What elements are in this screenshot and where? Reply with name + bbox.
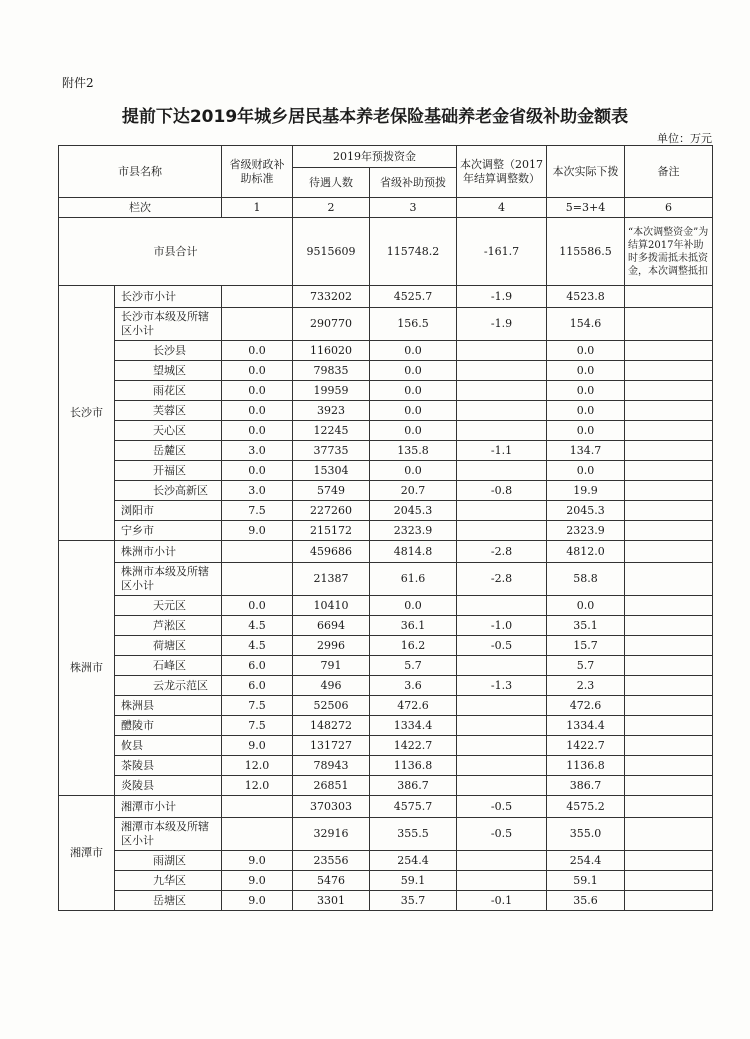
prealloc-cell: 156.5	[370, 308, 457, 341]
standard-cell	[222, 796, 293, 818]
region-name: 天元区	[115, 596, 222, 616]
table-row	[59, 676, 713, 696]
region-name: 炎陵县	[115, 776, 222, 796]
adjust-cell	[457, 756, 547, 776]
note-cell	[625, 716, 713, 736]
prealloc-cell: 472.6	[370, 696, 457, 716]
adjust-cell: -1.9	[457, 308, 547, 341]
actual-cell: 0.0	[547, 461, 625, 481]
actual-cell: 386.7	[547, 776, 625, 796]
table-row	[59, 776, 713, 796]
header-standard: 省级财政补助标准	[222, 146, 293, 198]
table-row	[59, 736, 713, 756]
region-name: 长沙高新区	[115, 481, 222, 501]
people-cell: 52506	[293, 696, 370, 716]
people-cell: 32916	[293, 818, 370, 851]
city-group-name: 长沙市	[59, 286, 115, 541]
standard-cell: 0.0	[222, 341, 293, 361]
prealloc-cell: 36.1	[370, 616, 457, 636]
region-name: 望城区	[115, 361, 222, 381]
column-index: 4	[457, 198, 547, 218]
actual-cell: 1136.8	[547, 756, 625, 776]
note-cell	[625, 563, 713, 596]
adjust-cell	[457, 716, 547, 736]
note-cell	[625, 381, 713, 401]
region-name: 长沙市小计	[115, 286, 222, 308]
note-cell	[625, 361, 713, 381]
region-name: 芦淞区	[115, 616, 222, 636]
header-adjust: 本次调整（2017年结算调整数）	[457, 146, 547, 198]
adjust-cell	[457, 341, 547, 361]
attachment-label: 附件2	[62, 76, 94, 90]
region-name: 云龙示范区	[115, 676, 222, 696]
people-cell: 131727	[293, 736, 370, 756]
note-cell	[625, 851, 713, 871]
actual-cell: 355.0	[547, 818, 625, 851]
region-name: 浏阳市	[115, 501, 222, 521]
region-name: 宁乡市	[115, 521, 222, 541]
region-name: 岳麓区	[115, 441, 222, 461]
standard-cell: 3.0	[222, 481, 293, 501]
region-name: 雨湖区	[115, 851, 222, 871]
table-row	[59, 716, 713, 736]
adjust-cell	[457, 421, 547, 441]
actual-cell: 58.8	[547, 563, 625, 596]
region-name: 天心区	[115, 421, 222, 441]
adjust-cell: -1.1	[457, 441, 547, 461]
region-name: 芙蓉区	[115, 401, 222, 421]
table-row	[59, 596, 713, 616]
prealloc-cell: 0.0	[370, 596, 457, 616]
region-name: 九华区	[115, 871, 222, 891]
column-index-label: 栏次	[59, 198, 222, 218]
actual-cell: 19.9	[547, 481, 625, 501]
region-name: 醴陵市	[115, 716, 222, 736]
table-row	[59, 851, 713, 871]
table-row	[59, 381, 713, 401]
prealloc-cell: 2323.9	[370, 521, 457, 541]
actual-cell: 5.7	[547, 656, 625, 676]
adjust-cell	[457, 381, 547, 401]
table-row	[59, 541, 713, 563]
standard-cell	[222, 308, 293, 341]
people-cell: 5749	[293, 481, 370, 501]
standard-cell: 0.0	[222, 381, 293, 401]
region-name: 湘潭市本级及所辖区小计	[115, 818, 222, 851]
standard-cell: 9.0	[222, 851, 293, 871]
actual-cell: 154.6	[547, 308, 625, 341]
adjust-cell: -0.5	[457, 818, 547, 851]
total-label: 市县合计	[59, 218, 293, 286]
prealloc-cell: 35.7	[370, 891, 457, 911]
region-name: 湘潭市小计	[115, 796, 222, 818]
prealloc-cell: 2045.3	[370, 501, 457, 521]
prealloc-cell: 4814.8	[370, 541, 457, 563]
column-index: 6	[625, 198, 713, 218]
note-cell	[625, 481, 713, 501]
note-cell	[625, 676, 713, 696]
people-cell: 78943	[293, 756, 370, 776]
adjust-cell: -0.8	[457, 481, 547, 501]
note-cell	[625, 616, 713, 636]
note-cell	[625, 796, 713, 818]
table-row	[59, 308, 713, 341]
adjust-cell: -2.8	[457, 563, 547, 596]
standard-cell: 12.0	[222, 756, 293, 776]
people-cell: 19959	[293, 381, 370, 401]
header-city-name: 市县名称	[59, 146, 222, 198]
actual-cell: 0.0	[547, 401, 625, 421]
prealloc-cell: 4575.7	[370, 796, 457, 818]
header-provincial: 省级补助预拨	[370, 168, 457, 198]
prealloc-cell: 0.0	[370, 461, 457, 481]
note-cell	[625, 656, 713, 676]
people-cell: 5476	[293, 871, 370, 891]
note-cell	[625, 501, 713, 521]
note-cell	[625, 636, 713, 656]
note-cell	[625, 818, 713, 851]
standard-cell	[222, 286, 293, 308]
note-cell	[625, 341, 713, 361]
adjust-cell: -1.9	[457, 286, 547, 308]
adjust-cell: -1.0	[457, 616, 547, 636]
actual-cell: 15.7	[547, 636, 625, 656]
people-cell: 10410	[293, 596, 370, 616]
total-note: “本次调整资金”为结算2017年补助时多拨需抵未抵资金，本次调整抵扣	[625, 218, 713, 286]
actual-cell: 4575.2	[547, 796, 625, 818]
adjust-cell: -0.5	[457, 796, 547, 818]
region-name: 长沙市本级及所辖区小计	[115, 308, 222, 341]
people-cell: 21387	[293, 563, 370, 596]
actual-cell: 2.3	[547, 676, 625, 696]
adjust-cell: -2.8	[457, 541, 547, 563]
people-cell: 37735	[293, 441, 370, 461]
standard-cell: 9.0	[222, 736, 293, 756]
people-cell: 23556	[293, 851, 370, 871]
prealloc-cell: 254.4	[370, 851, 457, 871]
people-cell: 6694	[293, 616, 370, 636]
prealloc-cell: 0.0	[370, 381, 457, 401]
table-row	[59, 341, 713, 361]
table-row	[59, 696, 713, 716]
column-index: 5=3+4	[547, 198, 625, 218]
standard-cell: 9.0	[222, 891, 293, 911]
prealloc-cell: 1334.4	[370, 716, 457, 736]
people-cell: 791	[293, 656, 370, 676]
document-title: 提前下达2019年城乡居民基本养老保险基础养老金省级补助金额表	[121, 107, 629, 127]
note-cell	[625, 441, 713, 461]
adjust-cell	[457, 596, 547, 616]
people-cell: 3923	[293, 401, 370, 421]
adjust-cell	[457, 851, 547, 871]
note-cell	[625, 541, 713, 563]
table-row	[59, 286, 713, 308]
actual-cell: 0.0	[547, 381, 625, 401]
standard-cell: 4.5	[222, 636, 293, 656]
header-prealloc: 2019年预拨资金	[293, 146, 457, 168]
standard-cell: 3.0	[222, 441, 293, 461]
actual-cell: 0.0	[547, 361, 625, 381]
region-name: 石峰区	[115, 656, 222, 676]
region-name: 株洲市本级及所辖区小计	[115, 563, 222, 596]
standard-cell: 0.0	[222, 361, 293, 381]
people-cell: 3301	[293, 891, 370, 911]
prealloc-cell: 0.0	[370, 421, 457, 441]
region-name: 开福区	[115, 461, 222, 481]
header-actual: 本次实际下拨	[547, 146, 625, 198]
actual-cell: 4523.8	[547, 286, 625, 308]
prealloc-cell: 0.0	[370, 361, 457, 381]
actual-cell: 472.6	[547, 696, 625, 716]
table-row	[59, 501, 713, 521]
actual-cell: 2045.3	[547, 501, 625, 521]
note-cell	[625, 596, 713, 616]
prealloc-cell: 135.8	[370, 441, 457, 461]
adjust-cell	[457, 656, 547, 676]
note-cell	[625, 871, 713, 891]
region-name: 攸县	[115, 736, 222, 756]
standard-cell: 0.0	[222, 461, 293, 481]
prealloc-cell: 1422.7	[370, 736, 457, 756]
standard-cell	[222, 563, 293, 596]
people-cell: 227260	[293, 501, 370, 521]
actual-cell: 0.0	[547, 341, 625, 361]
column-index: 2	[293, 198, 370, 218]
adjust-cell	[457, 401, 547, 421]
actual-cell: 254.4	[547, 851, 625, 871]
note-cell	[625, 756, 713, 776]
people-cell: 215172	[293, 521, 370, 541]
total-people: 9515609	[293, 218, 370, 286]
column-index-row	[59, 198, 713, 218]
people-cell: 290770	[293, 308, 370, 341]
standard-cell: 6.0	[222, 676, 293, 696]
adjust-cell	[457, 696, 547, 716]
actual-cell: 4812.0	[547, 541, 625, 563]
prealloc-cell: 386.7	[370, 776, 457, 796]
actual-cell: 35.1	[547, 616, 625, 636]
standard-cell: 0.0	[222, 401, 293, 421]
note-cell	[625, 286, 713, 308]
column-index: 1	[222, 198, 293, 218]
adjust-cell	[457, 736, 547, 756]
table-row	[59, 521, 713, 541]
prealloc-cell: 20.7	[370, 481, 457, 501]
people-cell: 733202	[293, 286, 370, 308]
adjust-cell	[457, 521, 547, 541]
actual-cell: 59.1	[547, 871, 625, 891]
people-cell: 15304	[293, 461, 370, 481]
region-name: 荷塘区	[115, 636, 222, 656]
table-row	[59, 361, 713, 381]
actual-cell: 35.6	[547, 891, 625, 911]
actual-cell: 0.0	[547, 596, 625, 616]
standard-cell: 0.0	[222, 421, 293, 441]
people-cell: 496	[293, 676, 370, 696]
adjust-cell	[457, 776, 547, 796]
total-adjust: -161.7	[457, 218, 547, 286]
prealloc-cell: 3.6	[370, 676, 457, 696]
standard-cell: 6.0	[222, 656, 293, 676]
standard-cell	[222, 818, 293, 851]
people-cell: 26851	[293, 776, 370, 796]
actual-cell: 0.0	[547, 421, 625, 441]
header-beneficiaries: 待遇人数	[293, 168, 370, 198]
prealloc-cell: 1136.8	[370, 756, 457, 776]
adjust-cell	[457, 461, 547, 481]
note-cell	[625, 421, 713, 441]
adjust-cell: -1.3	[457, 676, 547, 696]
region-name: 雨花区	[115, 381, 222, 401]
table-row	[59, 461, 713, 481]
total-pre: 115748.2	[370, 218, 457, 286]
subsidy-table	[58, 145, 713, 911]
actual-cell: 134.7	[547, 441, 625, 461]
note-cell	[625, 696, 713, 716]
actual-cell: 1334.4	[547, 716, 625, 736]
table-row	[59, 441, 713, 461]
adjust-cell	[457, 871, 547, 891]
adjust-cell: -0.1	[457, 891, 547, 911]
people-cell: 12245	[293, 421, 370, 441]
note-cell	[625, 461, 713, 481]
prealloc-cell: 0.0	[370, 341, 457, 361]
standard-cell: 9.0	[222, 521, 293, 541]
total-actual: 115586.5	[547, 218, 625, 286]
table-row	[59, 871, 713, 891]
adjust-cell: -0.5	[457, 636, 547, 656]
adjust-cell	[457, 501, 547, 521]
standard-cell: 7.5	[222, 501, 293, 521]
standard-cell	[222, 541, 293, 563]
note-cell	[625, 521, 713, 541]
people-cell: 2996	[293, 636, 370, 656]
people-cell: 370303	[293, 796, 370, 818]
adjust-cell	[457, 361, 547, 381]
total-row	[59, 218, 713, 286]
prealloc-cell: 5.7	[370, 656, 457, 676]
standard-cell: 4.5	[222, 616, 293, 636]
people-cell: 79835	[293, 361, 370, 381]
region-name: 株洲市小计	[115, 541, 222, 563]
note-cell	[625, 308, 713, 341]
people-cell: 116020	[293, 341, 370, 361]
table-row	[59, 891, 713, 911]
table-row	[59, 796, 713, 818]
actual-cell: 1422.7	[547, 736, 625, 756]
column-index: 3	[370, 198, 457, 218]
people-cell: 148272	[293, 716, 370, 736]
table-row	[59, 656, 713, 676]
prealloc-cell: 355.5	[370, 818, 457, 851]
note-cell	[625, 736, 713, 756]
city-group-name: 株洲市	[59, 541, 115, 796]
note-cell	[625, 891, 713, 911]
actual-cell: 2323.9	[547, 521, 625, 541]
prealloc-cell: 0.0	[370, 401, 457, 421]
prealloc-cell: 59.1	[370, 871, 457, 891]
region-name: 茶陵县	[115, 756, 222, 776]
table-row	[59, 401, 713, 421]
prealloc-cell: 4525.7	[370, 286, 457, 308]
table-row	[59, 616, 713, 636]
table-row	[59, 636, 713, 656]
table-row	[59, 563, 713, 596]
table-row	[59, 818, 713, 851]
city-group-name: 湘潭市	[59, 796, 115, 911]
table-row	[59, 421, 713, 441]
standard-cell: 0.0	[222, 596, 293, 616]
region-name: 长沙县	[115, 341, 222, 361]
note-cell	[625, 401, 713, 421]
standard-cell: 7.5	[222, 716, 293, 736]
prealloc-cell: 16.2	[370, 636, 457, 656]
people-cell: 459686	[293, 541, 370, 563]
standard-cell: 9.0	[222, 871, 293, 891]
header-notes: 备注	[625, 146, 713, 198]
prealloc-cell: 61.6	[370, 563, 457, 596]
note-cell	[625, 776, 713, 796]
standard-cell: 7.5	[222, 696, 293, 716]
unit-label: 单位：万元	[657, 132, 712, 145]
region-name: 岳塘区	[115, 891, 222, 911]
table-row	[59, 481, 713, 501]
region-name: 株洲县	[115, 696, 222, 716]
standard-cell: 12.0	[222, 776, 293, 796]
table-row	[59, 756, 713, 776]
